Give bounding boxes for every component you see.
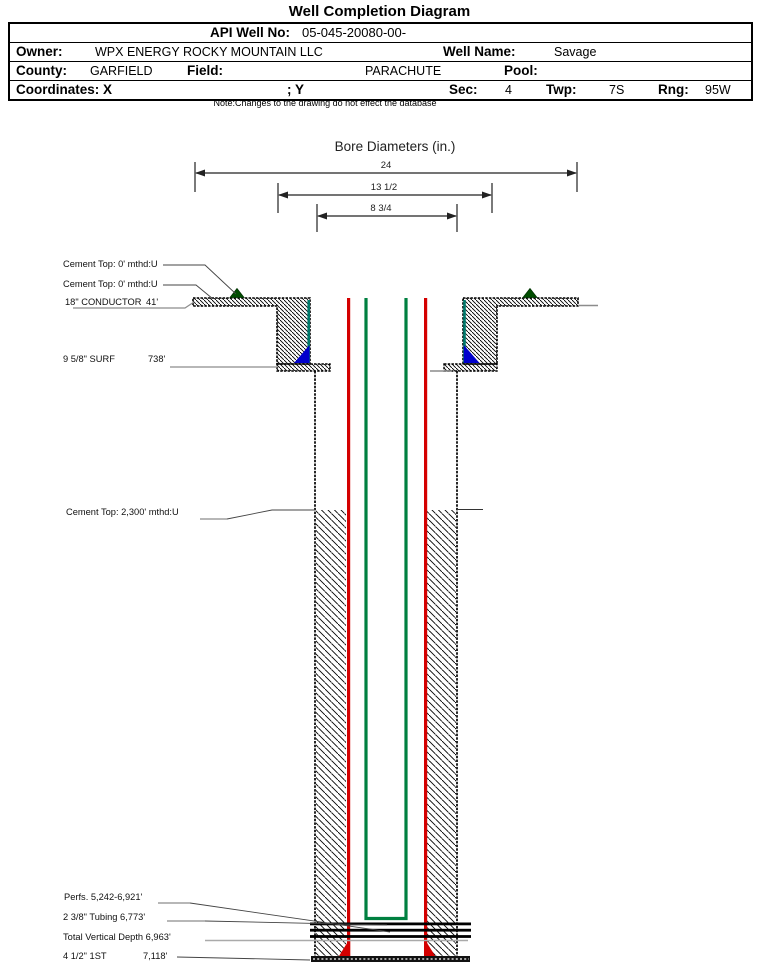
well-annotations [63, 259, 179, 961]
perfs-label: Perfs. 5,242-6,921' [64, 892, 143, 902]
county-value: GARFIELD [90, 64, 153, 78]
field-value: PARACHUTE [365, 64, 442, 78]
dimension-24-label: 24 [380, 160, 392, 171]
coordinates-y-label: ; Y [287, 82, 305, 97]
page-title: Well Completion Diagram [288, 3, 471, 20]
pool-label: Pool: [504, 63, 538, 78]
well-name-label: Well Name: [443, 44, 516, 59]
cement-top-marker-icon [523, 289, 537, 298]
twp-value: 7S [609, 83, 625, 97]
api-value: 05-045-20080-00- [302, 25, 407, 40]
cement-column-right [427, 510, 456, 956]
tubing-label: 2 3/8" Tubing 6,773' [63, 912, 146, 922]
bore-diameters-title: Bore Diameters (in.) [334, 139, 456, 154]
surface-shoe-cap-left [277, 364, 330, 371]
surface-shoe-cap-right [444, 364, 497, 371]
surface-casing-label: 9 5/8" SURF [63, 354, 115, 364]
bore-diameters-block [195, 139, 577, 232]
conductor-depth: 41' [146, 297, 159, 307]
owner-value: WPX ENERGY ROCKY MOUNTAIN LLC [95, 45, 323, 59]
production-casing-right [424, 298, 427, 956]
field-label: Field: [187, 63, 223, 78]
production-casing-left [347, 298, 350, 956]
owner-label: Owner: [16, 44, 63, 59]
rng-label: Rng: [658, 82, 689, 97]
tubing-string [366, 298, 406, 919]
production-casing-label: 4 1/2" 1ST [63, 951, 107, 961]
rng-value: 95W [705, 83, 731, 97]
dimension-13-1-2-label: 13 1/2 [370, 182, 398, 193]
production-casing-depth: 7,118' [143, 951, 168, 961]
cement-top-0-label-2: Cement Top: 0' mthd:U [63, 279, 158, 289]
cement-column-left [316, 510, 346, 956]
conductor-flange-right [463, 298, 578, 364]
api-label: API Well No: [209, 25, 290, 40]
conductor-flange-left [193, 298, 310, 364]
dimension-8-3-4-label: 8 3/4 [370, 203, 392, 214]
perforation-lines [310, 923, 471, 938]
well-name-value: Savage [554, 45, 597, 59]
sec-label: Sec: [449, 82, 478, 97]
coordinates-label: Coordinates: X [16, 82, 113, 97]
database-note: Note:Changes to the drawing do not effect the database [213, 98, 437, 108]
twp-label: Twp: [546, 82, 577, 97]
surface-casing-depth: 738' [148, 354, 166, 364]
cement-top-2300-label: Cement Top: 2,300' mthd:U [66, 507, 179, 517]
tvd-label: Total Vertical Depth 6,963' [63, 932, 171, 942]
sec-value: 4 [505, 83, 512, 97]
cement-top-0-label-1: Cement Top: 0' mthd:U [63, 259, 158, 269]
county-label: County: [16, 63, 67, 78]
conductor-label: 18" CONDUCTOR [65, 297, 142, 307]
